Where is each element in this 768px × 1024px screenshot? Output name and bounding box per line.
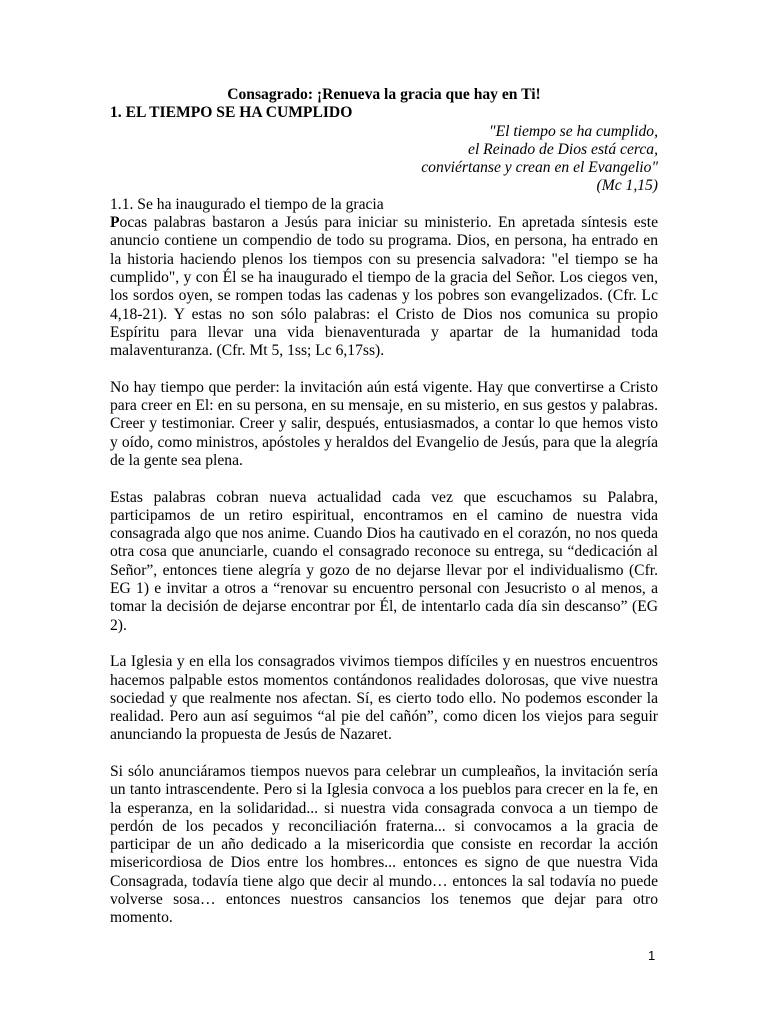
- epigraph-line: el Reinado de Dios está cerca,: [468, 140, 658, 158]
- paragraph: La Iglesia y en ella los consagrados vivimos tiempos difíciles y en nuestros encuentros hacemos palpable estos momentos contándonos realidades dolorosas, que vive nuestra sociedad y que realmente nos afectan. Sí, es cierto todo ello. No podemos esconder la realidad. Pero aun así seguimos “al pie del cañón”, como dicen los viejos para seguir anunciando la propuesta de Jesús de Nazaret.: [110, 653, 658, 744]
- epigraph-citation: (Mc 1,15): [596, 177, 658, 195]
- paragraph: Si sólo anunciáramos tiempos nuevos para celebrar un cumpleaños, la invitación sería un tanto intrascendente. Pero si la Iglesia convoca a los pueblos para crecer en la fe, en la esperanza, en la solidaridad... si nuestra vida consagrada convoca a un tiempo de perdón de los pecados y reconciliación fraterna... si convocamos a la gracia de participar de un año dedicado a la misericordia que consiste en recordar la acción misericordiosa de Dios entre los hombres... entonces es signo de que nuestra Vida Consagrada, todavía tiene algo que decir al mundo… entonces la sal todavía no puede volverse sosa… entonces nuestros cansancios los tenemos que dejar para otro momento.: [110, 762, 658, 927]
- subsection-heading: 1.1. Se ha inaugurado el tiempo de la gracia: [110, 195, 384, 213]
- paragraph-text: ocas palabras bastaron a Jesús para iniciar su ministerio. En apretada síntesis este anuncio contiene un compendio de todo su programa. Dios, en persona, ha entrado en la historia haciendo plenos los tiempos con su presencia salvadora: "el tiempo se ha cumplido", y con Él se ha inaugurado el tiempo de la gracia del Señor. Los ciegos ven, los sordos oyen, se rompen todas las cadenas y los pobres son evangelizados. (Cfr. Lc 4,18-21). Y estas no son sólo palabras: el Cristo de Dios nos comunica su propio Espíritu para llevar una vida bienaventurada y apartar de la humanidad toda malaventuranza. (Cfr. Mt 5, 1ss; Lc 6,17ss).: [110, 214, 658, 360]
- epigraph-line: conviértanse y crean en el Evangelio": [421, 159, 658, 177]
- epigraph-line: "El tiempo se ha cumplido,: [489, 122, 658, 140]
- page-number: 1: [648, 948, 656, 963]
- paragraph: Estas palabras cobran nueva actualidad cada vez que escuchamos su Palabra, participamos de un retiro espiritual, encontramos en el camino de nuestra vida consagrada algo que nos anime. Cuando Dios ha cautivado en el corazón, no nos queda otra cosa que anunciarle, cuando el consagrado reconoce su entrega, su “dedicación al Señor”, entonces tiene alegría y gozo de no dejarse llevar por el individualismo (Cfr. EG 1) e invitar a otros a “renovar su encuentro personal con Jesucristo o al menos, a tomar la decisión de dejarse encontrar por Él, de intentarlo cada día sin descanso” (EG 2).: [110, 488, 658, 634]
- epigraph: [110, 123, 658, 196]
- section-heading: 1. EL TIEMPO SE HA CUMPLIDO: [110, 104, 353, 122]
- paragraph-initial: P: [110, 214, 120, 232]
- document-title: Consagrado: ¡Renueva la gracia que hay en Ti!: [227, 86, 541, 103]
- paragraph: [110, 214, 658, 360]
- document-page: [110, 86, 658, 946]
- paragraph: No hay tiempo que perder: la invitación aún está vigente. Hay que convertirse a Cristo para creer en El: en su persona, en su mensaje, en su misterio, en sus gestos y palabras. Creer y testimoniar. Creer y salir, después, entusiasmados, a contar lo que hemos visto y oído, como ministros, apóstoles y heraldos del Evangelio de Jesús, para que la alegría de la gente sea plena.: [110, 378, 658, 469]
